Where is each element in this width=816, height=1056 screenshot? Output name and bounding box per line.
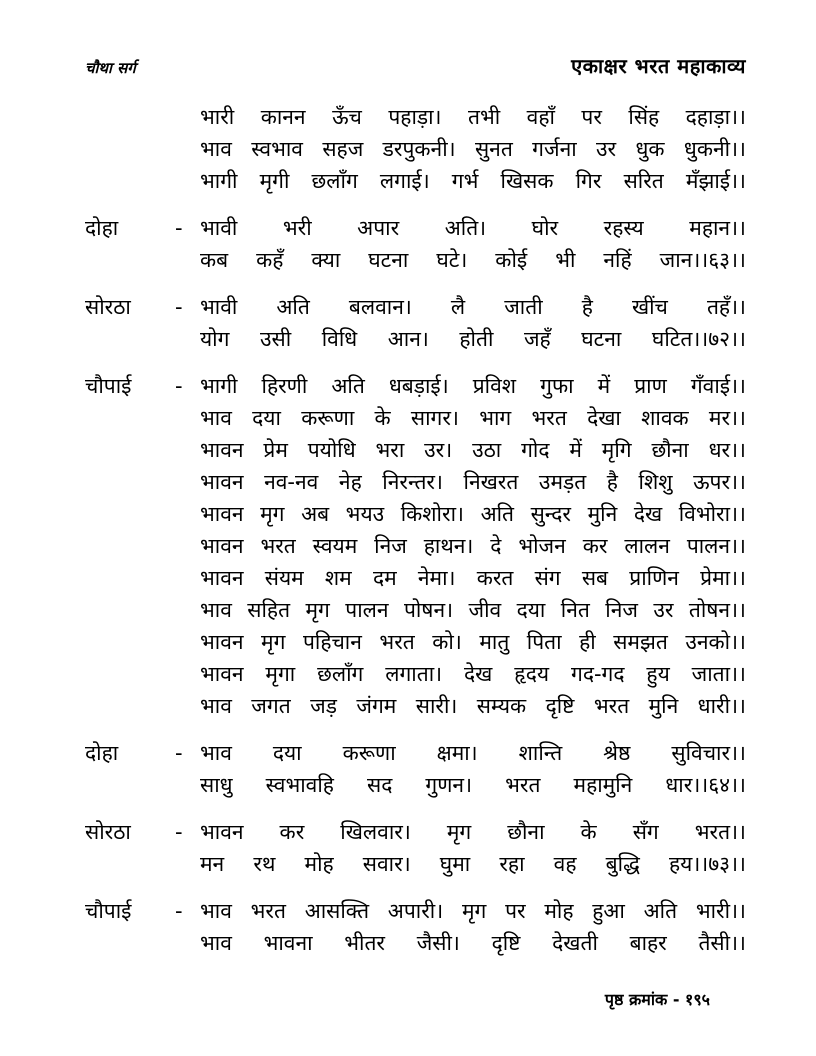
stanza-lines: [200, 291, 746, 355]
stanza-dash: -: [175, 216, 183, 240]
verse-line: भाव दया करूणा क्षमा। शान्ति श्रेष्ठ सुविचार।।: [200, 741, 746, 765]
verse-line: भावन प्रेम पयोधि भरा उर। उठा गोद में मृगि छौना धर।।: [200, 438, 746, 462]
book-title: एकाक्षर भरत महाकाव्य: [571, 54, 746, 78]
stanza-dash: -: [175, 899, 183, 923]
verse-line: भावन मृग अब भयउ किशोरा। अति सुन्दर मुनि देख विभोरा।।: [200, 502, 746, 526]
stanza-dash: -: [175, 374, 183, 398]
verse-line: कब कहँ क्या घटना घटे। कोई भी नहिं जान।।६३।।: [200, 248, 746, 272]
stanza-chaupai-main: [85, 370, 746, 722]
verse-line: भावी भरी अपार अति। घोर रहस्य महान।।: [200, 216, 746, 240]
stanza-lines: [200, 895, 746, 959]
page-header: [85, 52, 746, 79]
verse-line: भाव जगत जड़ जंगम सारी। सम्यक दृष्टि भरत मुनि धारी।।: [200, 694, 746, 718]
chapter-label: चौथा सर्ग: [85, 59, 136, 77]
stanza-label: दोहा: [85, 741, 119, 765]
verse-line: योग उसी विधि आन। होती जहँ घटना घटित।।७२।।: [200, 327, 746, 351]
stanza-lines: [200, 370, 746, 722]
verse-line: भावन नव-नव नेह निरन्तर। निखरत उमड़त है शिशु ऊपर।।: [200, 470, 746, 494]
stanza-label: दोहा: [85, 216, 119, 240]
page-number: पृष्ठ क्रमांक - १९५: [604, 990, 710, 1009]
stanza-sortha-73: [85, 816, 746, 880]
verse-line: भावन संयम शम दम नेमा। करत संग सब प्राणिन प्रेमा।।: [200, 566, 746, 590]
verse-line: भागी मृगी छलाँग लगाई। गर्भ खिसक गिर सरित मँझाई।।: [200, 169, 746, 193]
stanza-label: सोरठा: [85, 820, 131, 844]
stanza-lines: [200, 737, 746, 801]
verse-line: भाव स्वभाव सहज डरपुकनी। सुनत गर्जना उर धुक धुकनी।।: [200, 137, 746, 161]
stanza-label: चौपाई: [85, 374, 132, 398]
verse-line: साधु स्वभावहि सद गुणन। भरत महामुनि धार।।६४।।: [200, 773, 746, 797]
stanza-chaupai-bottom: [85, 895, 746, 959]
verse-line: भावन कर खिलवार। मृग छौना के सँग भरत।।: [200, 820, 746, 844]
stanza-lines: [200, 816, 746, 880]
verse-line: भाव सहित मृग पालन पोषन। जीव दया नित निज उर तोषन।।: [200, 598, 746, 622]
stanza-doha-63: [85, 212, 746, 276]
stanza-dash: -: [175, 741, 183, 765]
verse-line: भाव दया करूणा के सागर। भाग भरत देखा शावक मर।।: [200, 406, 746, 430]
stanza-sortha-72: [85, 291, 746, 355]
page-footer: [605, 988, 710, 1010]
verse-line: भागी हिरणी अति धबड़ाई। प्रविश गुफा में प्राण गँवाई।।: [200, 374, 746, 398]
stanza-lines: [200, 212, 746, 276]
stanza-doha-64: [85, 737, 746, 801]
stanza-lines: [200, 101, 746, 197]
verse-line: भाव भावना भीतर जैसी। दृष्टि देखती बाहर तैसी।।: [200, 931, 746, 955]
stanza-label: सोरठा: [85, 295, 131, 319]
stanza-dash: -: [175, 295, 183, 319]
verse-line: भावी अति बलवान। लै जाती है खींच तहँ।।: [200, 295, 746, 319]
verse-line: भाव भरत आसक्ति अपारी। मृग पर मोह हुआ अति भारी।।: [200, 899, 746, 923]
stanza-dash: -: [175, 820, 183, 844]
verse-line: भावन मृग पहिचान भरत को। मातु पिता ही समझत उनको।।: [200, 630, 746, 654]
verse-line: मन रथ मोह सवार। घुमा रहा वह बुद्धि हय।।७३।।: [200, 852, 746, 876]
stanza-label: चौपाई: [85, 899, 132, 923]
verse-line: भावन मृगा छलाँग लगाता। देख हृदय गद-गद हुय जाता।।: [200, 662, 746, 686]
stanza-continuation: [85, 101, 746, 197]
verse-line: भावन भरत स्वयम निज हाथन। दे भोजन कर लालन पालन।।: [200, 534, 746, 558]
verse-line: भारी कानन ऊँच पहाड़ा। तभी वहाँ पर सिंह दहाड़ा।।: [200, 105, 746, 129]
